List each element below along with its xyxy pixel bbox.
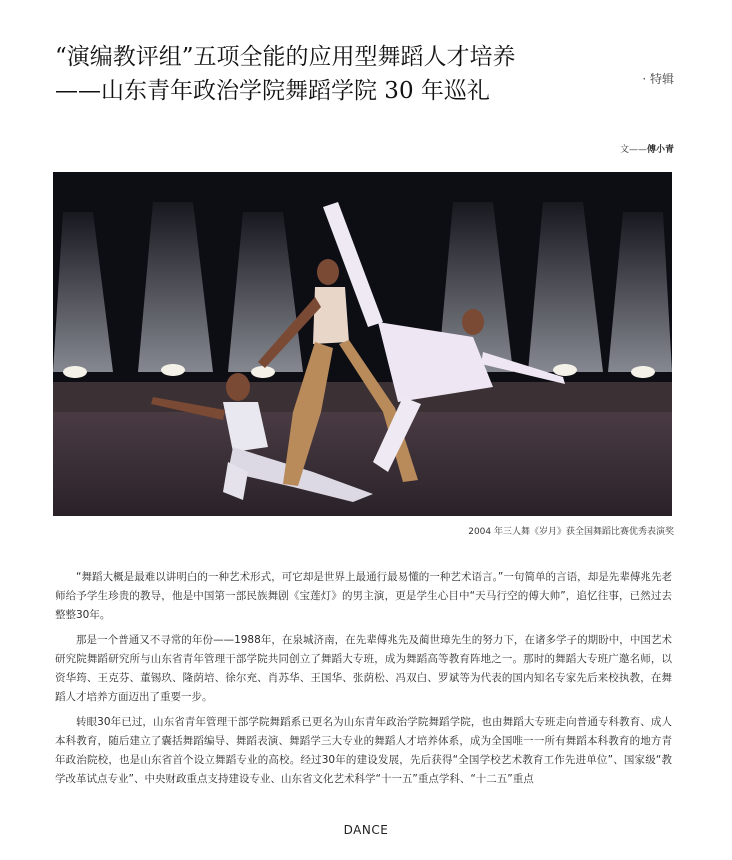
body-paragraph-1: “舞蹈大概是最难以讲明白的一种艺术形式，可它却是世界上最通行最易懂的一种艺术语言。”一句简单的言语，却是先辈傅兆先老师给予学生珍贵的教导，他是中国第一部民族舞剧《宝莲灯》的男主演，更是学生心目中“天马行空的傅大帅”，追忆往事，已然过去整整30年。	[55, 571, 672, 621]
section-tag: · 特辑	[642, 72, 674, 86]
dance-performance-illustration	[53, 172, 672, 516]
article-body	[55, 568, 672, 795]
stage-photo	[53, 172, 672, 516]
footer-magazine-name: DANCE	[343, 823, 389, 837]
article-title-line2: ——山东青年政治学院舞蹈学院 30 年巡礼	[55, 78, 490, 104]
article-title	[55, 40, 615, 108]
article-title-line1: “演编教评组”五项全能的应用型舞蹈人才培养	[55, 44, 516, 70]
body-paragraph-3: 转眼30年已过，山东省青年管理干部学院舞蹈系已更名为山东青年政治学院舞蹈学院，也由舞蹈大专班走向普通专科教育、成人本科教育，随后建立了囊括舞蹈编导、舞蹈表演、舞蹈学三大专业的舞蹈人才培养体系，成为全国唯一一所有舞蹈本科教育的地方青年政治院校，也是山东省首个设立舞蹈专业的高校。经过30年的建设发展，先后获得“全国学校艺术教育工作先进单位”、国家级“教学改革试点专业”、中央财政重点支持建设专业、山东省文化艺术科学“十一五”重点学科、“十二五”重点	[55, 716, 672, 785]
body-paragraph-2: 那是一个普通又不寻常的年份——1988年，在泉城济南，在先辈傅兆先及蔺世璋先生的努力下，在诸多学子的期盼中，中国艺术研究院舞蹈研究所与山东省青年管理干部学院共同创立了舞蹈大专班，成为舞蹈高等教育阵地之一。那时的舞蹈大专班广邀名师，以资华筠、王克芬、董锡玖、隆荫培、徐尔充、肖苏华、王国华、张荫松、冯双白、罗斌等为代表的国内知名专家先后来校执教，在舞蹈人才培养方面迈出了重要一步。	[55, 634, 672, 703]
photo-caption: 2004 年三人舞《岁月》获全国舞蹈比赛优秀表演奖	[468, 527, 674, 537]
byline-author: 傅小青	[646, 145, 674, 155]
byline	[620, 142, 674, 155]
byline-prefix: 文——	[619, 145, 647, 155]
